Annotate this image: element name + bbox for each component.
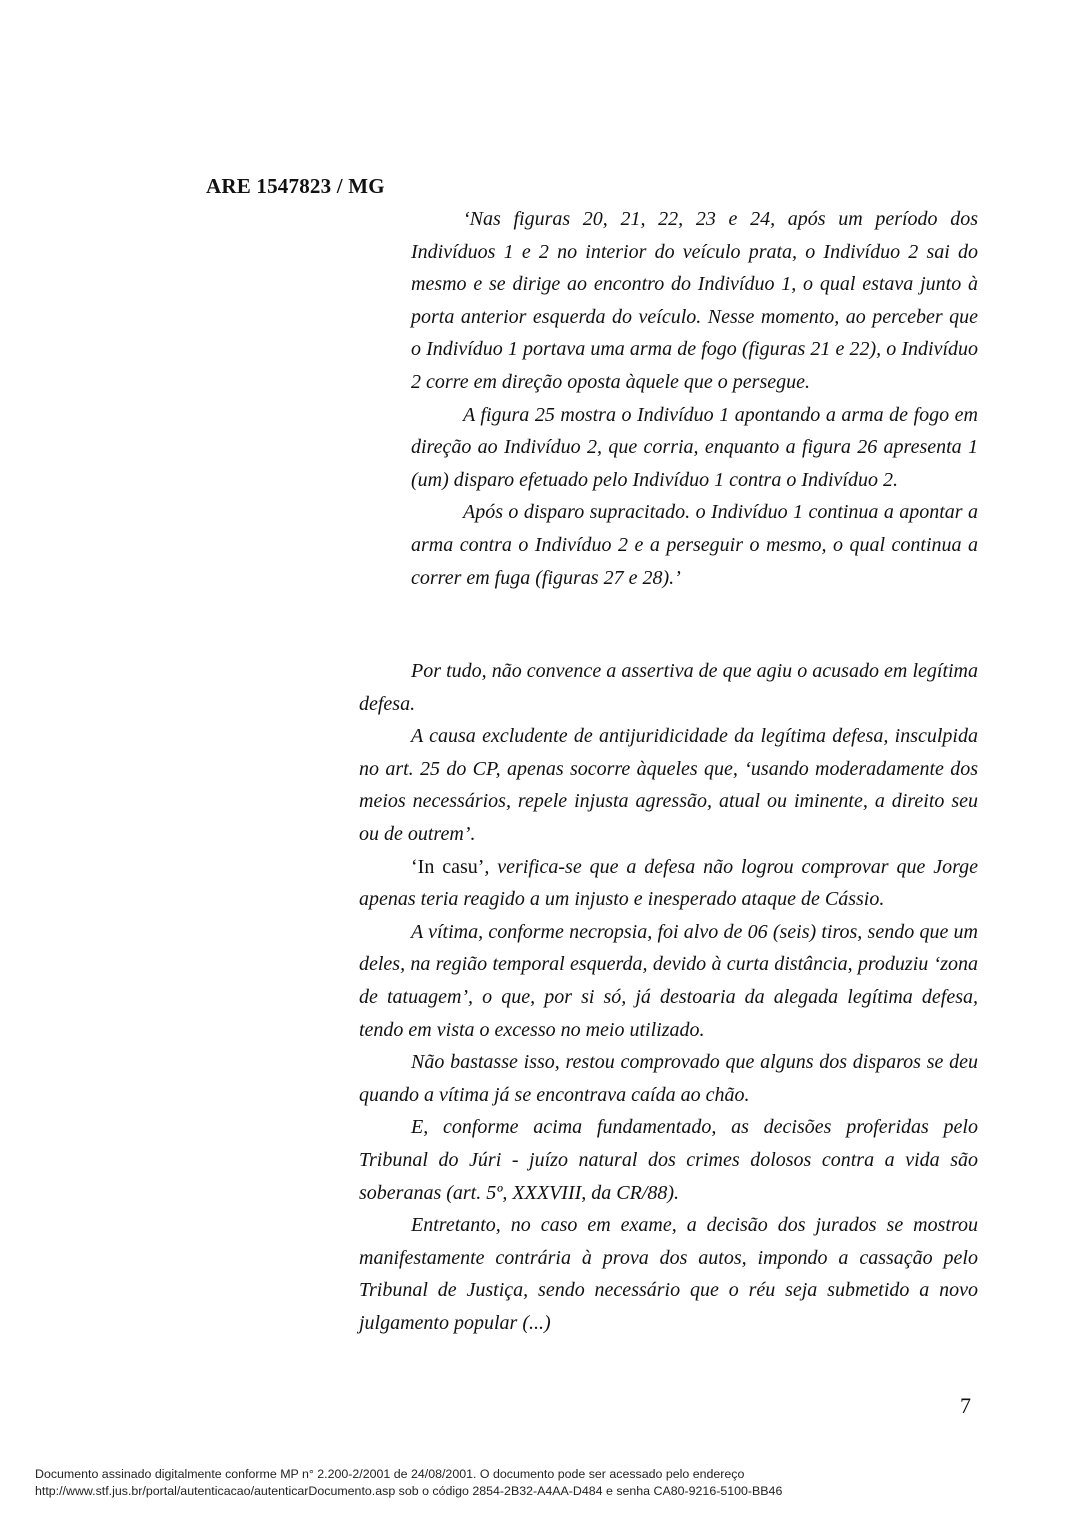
page-number: 7 — [960, 1393, 971, 1418]
body-paragraph — [359, 851, 978, 916]
quote-paragraph: Após o disparo supracitado. o Indivíduo 1 continua a apontar a arma contra o Indivíduo 2 e a perseguir o mesmo, o qual continua a correr em fuga (figuras 27 e 28).’ — [411, 501, 978, 589]
footer-line: Documento assinado digitalmente conforme MP n° 2.200-2/2001 de 24/08/2001. O documento pode ser acessado pelo endereço — [35, 1467, 745, 1481]
body-paragraph: A causa excludente de antijuridicidade da legítima defesa, insculpida no art. 25 do CP, apenas socorre àqueles que, ‘usando moderadamente dos meios necessários, repele injusta agressão, atual ou iminente, a direito seu ou de outrem’. — [359, 725, 978, 845]
body-paragraph: A vítima, conforme necropsia, foi alvo de 06 (seis) tiros, sendo que um deles, na região temporal esquerda, devido à curta distância, produziu ‘zona de tatuagem’, o que, por si só, já destoaria da alegada legítima defesa, tendo em vista o excesso no meio utilizado. — [359, 920, 978, 1041]
main-text — [359, 655, 978, 1339]
case-reference: ARE 1547823 / MG — [206, 174, 385, 198]
quote-paragraph: ‘Nas figuras 20, 21, 22, 23 e 24, após um período dos Indivíduos 1 e 2 no interior do veículo prata, o Indivíduo 2 sai do mesmo e se dirige ao encontro do Indivíduo 1, o qual estava junto à porta anterior esquerda do veículo. Nesse momento, ao perceber que o Indivíduo 1 portava uma arma de fogo (figuras 21 e 22), o Indivíduo 2 corre em direção oposta àquele que o persegue. — [411, 208, 978, 393]
quote-paragraph: A figura 25 mostra o Indivíduo 1 apontando a arma de fogo em direção ao Indivíduo 2, que corria, enquanto a figura 26 apresenta 1 (um) disparo efetuado pelo Indivíduo 1 contra o Indivíduo 2. — [411, 403, 978, 491]
body-paragraph-text: , verifica-se que a defesa não logrou comprovar que Jorge apenas teria reagido a um injusto e inesperado ataque de Cássio. — [359, 855, 978, 911]
body-paragraph: E, conforme acima fundamentado, as decisões proferidas pelo Tribunal do Júri - juízo natural dos crimes dolosos contra a vida são soberanas (art. 5º, XXXVIII, da CR/88). — [359, 1116, 978, 1204]
body-paragraph: Entretanto, no caso em exame, a decisão dos jurados se mostrou manifestamente contrária à prova dos autos, impondo a cassação pelo Tribunal de Justiça, sendo necessário que o réu seja submetido a novo julgamento popular (...) — [359, 1214, 978, 1334]
quoted-report-excerpt — [411, 203, 978, 594]
latin-phrase: ‘In casu’ — [411, 855, 485, 878]
footer-verification-url: http://www.stf.jus.br/portal/autenticacao/autenticarDocumento.asp sob o código 2854-2B32-A4AA-D484 e senha CA80-9216-5100-BB46 — [35, 1483, 783, 1498]
body-paragraph: Não bastasse isso, restou comprovado que alguns dos disparos se deu quando a vítima já se encontrava caída ao chão. — [359, 1051, 978, 1106]
digital-signature-footer — [35, 1466, 782, 1499]
body-paragraph: Por tudo, não convence a assertiva de que agiu o acusado em legítima defesa. — [359, 660, 978, 715]
